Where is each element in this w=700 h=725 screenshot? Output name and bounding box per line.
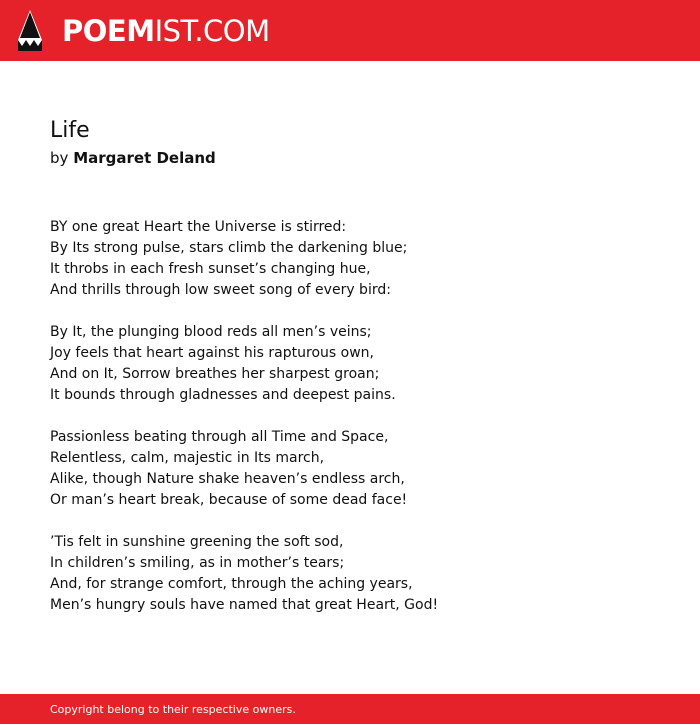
poem-stanza [50,427,670,511]
poem-line: By Its strong pulse, stars climb the darkening blue; [50,240,408,256]
poem-line: Alike, though Nature shake heaven’s endless arch, [50,471,405,487]
poem-line: And on It, Sorrow breathes her sharpest groan; [50,366,380,382]
poem-line: Men’s hungry souls have named that great Heart, God! [50,597,439,613]
poem-content [50,116,670,637]
brand-light-text: IST.COM [154,14,270,48]
poem-line: By It, the plunging blood reds all men’s veins; [50,324,372,340]
poem-stanza [50,217,670,301]
poem-line: Joy feels that heart against his rapturous own, [50,345,374,361]
poem-line: ’Tis felt in sunshine greening the soft sod, [50,534,344,550]
pencil-tip-icon[interactable] [18,10,42,51]
poem-line: Or man’s heart break, because of some dead face! [50,492,408,508]
poem-line: It throbs in each fresh sunset’s changing hue, [50,261,371,277]
poem-stanza [50,532,670,616]
poem-line: BY one great Heart the Universe is stirred: [50,219,347,235]
poem-line: In children’s smiling, as in mother’s tears; [50,555,345,571]
site-header [0,0,700,61]
byline-label: by [50,149,69,167]
poem-line: Passionless beating through all Time and Space, [50,429,389,445]
poem-stanza [50,322,670,406]
site-logo-link[interactable] [62,13,270,49]
poem-author: Margaret Deland [73,149,216,167]
poem-byline [50,146,670,171]
poem-line: And thrills through low sweet song of every bird: [50,282,391,298]
copyright-text: Copyright belong to their respective owners. [50,703,296,716]
poem-title: Life [50,118,90,143]
poem-body [50,217,670,616]
poem-line: Relentless, calm, majestic in Its march, [50,450,325,466]
poem-line: And, for strange comfort, through the aching years, [50,576,413,592]
brand-bold-text: POEM [62,14,155,48]
poem-line: It bounds through gladnesses and deepest pains. [50,387,396,403]
site-footer [0,694,700,724]
